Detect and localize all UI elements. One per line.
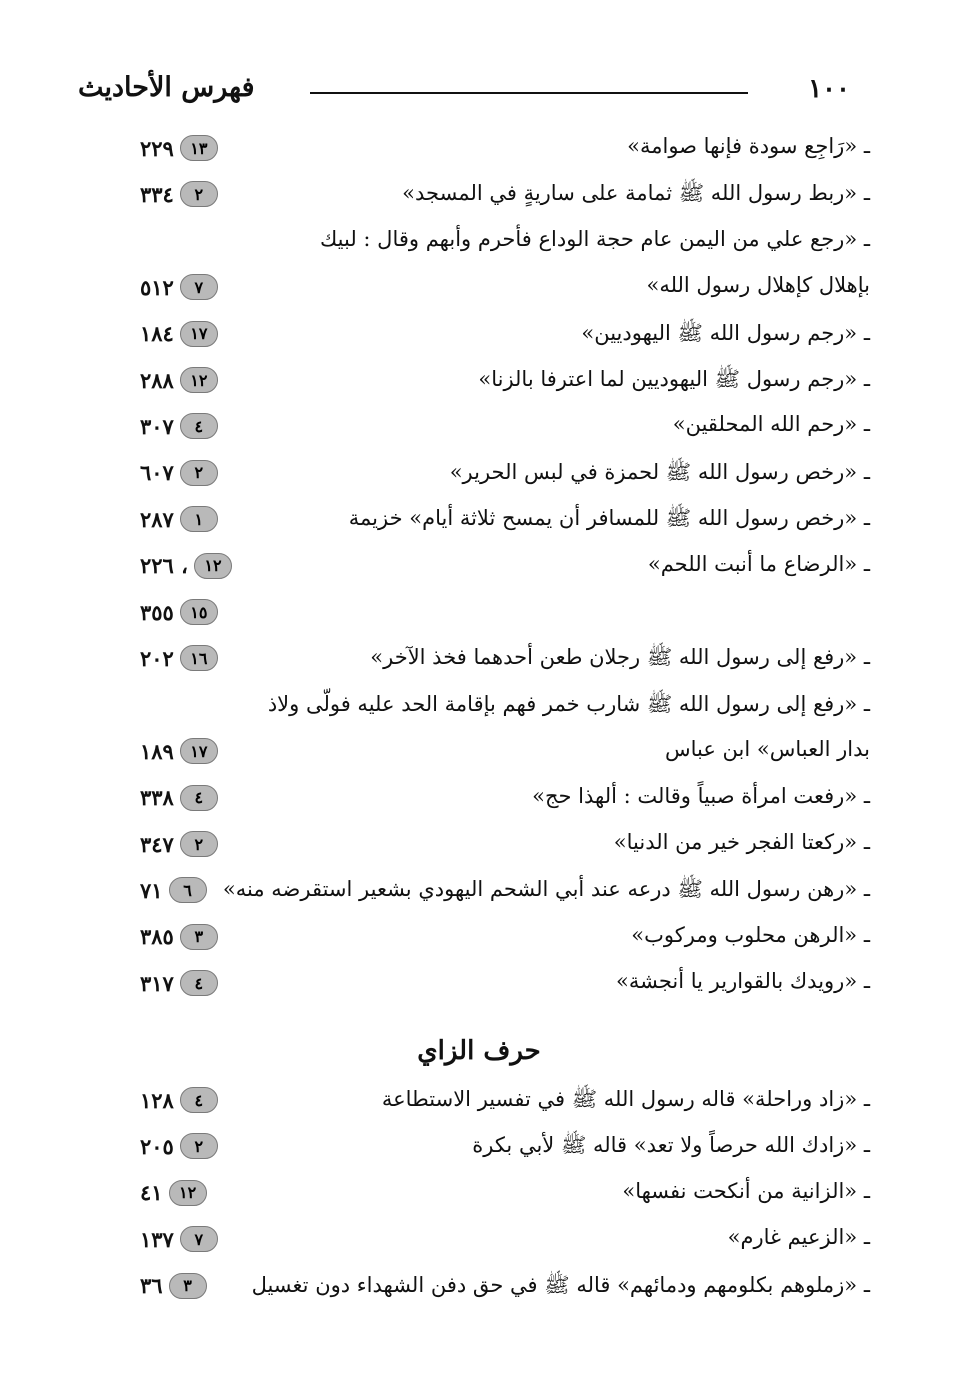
reference <box>140 410 218 442</box>
reference <box>140 967 218 999</box>
list-item <box>130 1173 870 1219</box>
list-item <box>130 453 870 499</box>
page-ref: ٤١ <box>140 1180 163 1206</box>
page-ref: ٢٢٦ ، <box>140 553 188 579</box>
hadith-text: ـ «رجع علي من اليمن عام حجة الوداع فأحرم وأبهم وقال : لبيك <box>319 226 870 251</box>
hadith-text: ـ «الرهن محلوب ومركوب» <box>631 922 870 947</box>
list-item <box>130 406 870 452</box>
page-ref: ٢٨٧ <box>140 506 174 532</box>
list-item <box>130 1219 870 1265</box>
page-ref: ١٣٧ <box>140 1226 174 1252</box>
page-ref: ٣٤٧ <box>140 831 174 857</box>
list-item <box>130 638 870 684</box>
list-item <box>130 592 870 638</box>
reference <box>140 178 218 210</box>
hadith-text: ـ «زملوهم بكلومهم ودمائهم» قاله ﷺ في حق دفن الشهداء دون تغسيل <box>251 1272 870 1297</box>
volume-badge: ٤ <box>180 970 218 996</box>
list-item <box>130 870 870 916</box>
reference <box>140 318 218 350</box>
page-ref: ٢٠٢ <box>140 645 174 671</box>
section-title: حرف الزاي <box>417 1036 541 1066</box>
reference <box>140 1084 218 1116</box>
reference <box>140 782 218 814</box>
hadith-text: ـ «رخص رسول الله ﷺ لحمزة في لبس الحرير» <box>449 459 870 484</box>
hadith-text: ـ «الزانية من أنكحت نفسها» <box>622 1178 870 1203</box>
reference <box>140 1177 207 1209</box>
hadith-text: ـ «رفعت امرأة صبياً وقالت : ألهذا حج» <box>532 783 870 808</box>
volume-badge: ٣ <box>169 1273 207 1299</box>
reference <box>140 596 218 628</box>
list-item <box>130 685 870 731</box>
page-number: ١٠٠ <box>808 74 850 104</box>
hadith-text: ـ «ركعتا الفجر خير من الدنيا» <box>613 830 870 854</box>
page-ref: ٣٠٧ <box>140 413 174 439</box>
reference <box>140 132 218 164</box>
volume-badge: ٢ <box>180 181 218 207</box>
list-item <box>130 128 870 174</box>
page-ref: ٢٨٨ <box>140 367 174 393</box>
reference <box>140 735 218 767</box>
page-header <box>78 70 858 110</box>
page-ref: ٣٨٥ <box>140 924 174 950</box>
volume-badge: ٤ <box>180 785 218 811</box>
hadith-text: ـ «رفع إلى رسول الله ﷺ شارب خمر فهم بإقامة الحد عليه فولّى ولاذ <box>267 691 870 716</box>
list-item <box>130 267 870 313</box>
page-ref: ٢٠٥ <box>140 1133 174 1159</box>
list-item <box>130 499 870 545</box>
reference <box>140 1223 218 1255</box>
volume-badge: ١٢ <box>194 553 232 579</box>
page-ref: ٣٣٨ <box>140 785 174 811</box>
volume-badge: ١٢ <box>169 1180 207 1206</box>
reference <box>140 503 218 535</box>
page-ref: ١٢٨ <box>140 1087 174 1113</box>
reference <box>140 550 232 582</box>
volume-badge: ١ <box>180 506 218 532</box>
page-ref: ٣٣٤ <box>140 181 174 207</box>
list-item <box>130 824 870 870</box>
page-ref: ٥١٢ <box>140 274 174 300</box>
reference <box>140 921 218 953</box>
volume-badge: ١٥ <box>180 599 218 625</box>
volume-badge: ٤ <box>180 1087 218 1113</box>
page-ref: ١٨٩ <box>140 738 174 764</box>
page-ref: ٣٦ <box>140 1273 163 1299</box>
list-item <box>130 1266 870 1312</box>
hadith-text: بدار العباس» ابن عباس <box>664 737 870 762</box>
volume-badge: ٧ <box>180 1226 218 1252</box>
hadith-text: ـ «رهن رسول الله ﷺ درعه عند أبي الشحم اليهودي بشعير استقرضه منه» <box>222 877 870 902</box>
list-item <box>130 1126 870 1172</box>
hadith-text: ـ «الرضاع ما أنبت اللحم» <box>647 551 870 576</box>
hadith-text: ـ «زادك الله حرصاً ولا تعد» قاله ﷺ لأبي بكرة <box>472 1133 870 1158</box>
header-rule <box>310 92 748 94</box>
reference <box>140 828 218 860</box>
page-ref: ١٨٤ <box>140 321 174 347</box>
hadith-text: ـ «زاد وراحلة» قاله رسول الله ﷺ في تفسير الاستطاعة <box>381 1087 870 1111</box>
list-item <box>130 221 870 267</box>
list-item <box>130 314 870 360</box>
reference <box>140 1130 218 1162</box>
volume-badge: ٢ <box>180 460 218 486</box>
list-item <box>130 917 870 963</box>
volume-badge: ٧ <box>180 274 218 300</box>
header-title: فهرس الأحاديث <box>78 72 255 103</box>
volume-badge: ١٧ <box>180 738 218 764</box>
hadith-text: ـ «رَاجِع سودة فإنها صوامة» <box>627 134 870 158</box>
list-item <box>130 778 870 824</box>
volume-badge: ٤ <box>180 413 218 439</box>
volume-badge: ١٧ <box>180 321 218 347</box>
volume-badge: ٦ <box>169 877 207 903</box>
hadith-text: بإهلال كإهلال رسول الله» <box>646 273 870 298</box>
volume-badge: ١٣ <box>180 135 218 161</box>
reference <box>140 1270 207 1302</box>
volume-badge: ٢ <box>180 1133 218 1159</box>
reference <box>140 364 218 396</box>
list-item <box>130 1080 870 1126</box>
list-item <box>130 360 870 406</box>
reference <box>140 457 218 489</box>
list-item <box>130 731 870 777</box>
page-ref: ٣١٧ <box>140 970 174 996</box>
hadith-text: ـ «رجم رسول الله ﷺ اليهوديين» <box>581 320 870 345</box>
reference <box>140 271 218 303</box>
hadith-text: ـ «الزعيم غارم» <box>727 1225 870 1250</box>
page-ref: ٣٥٥ <box>140 599 174 625</box>
list-item <box>130 174 870 220</box>
reference <box>140 642 218 674</box>
list-item <box>130 546 870 592</box>
list-item <box>130 963 870 1009</box>
hadith-text: ـ «رويدك بالقوارير يا أنجشة» <box>616 969 870 994</box>
volume-badge: ١٢ <box>180 367 218 393</box>
volume-badge: ٢ <box>180 831 218 857</box>
reference <box>140 874 207 906</box>
page-ref: ٦٠٧ <box>140 460 174 486</box>
hadith-text: ـ «ربط رسول الله ﷺ ثمامة على ساريةٍ في المسجد» <box>402 181 870 206</box>
hadith-text: ـ «رخص رسول الله ﷺ للمسافر أن يمسح ثلاثة أيام» خزيمة <box>348 506 870 531</box>
hadith-text: ـ «رجم رسول ﷺ اليهوديين لما اعترفا بالزنا» <box>478 367 870 391</box>
page-ref: ٢٢٩ <box>140 135 174 161</box>
hadith-text: ـ «رفع إلى رسول الله ﷺ رجلان طعن أحدهما فخذ الآخر» <box>370 645 870 670</box>
page-ref: ٧١ <box>140 877 163 903</box>
hadith-text: ـ «رحم الله المحلقين» <box>672 412 870 437</box>
volume-badge: ٣ <box>180 924 218 950</box>
volume-badge: ١٦ <box>180 645 218 671</box>
